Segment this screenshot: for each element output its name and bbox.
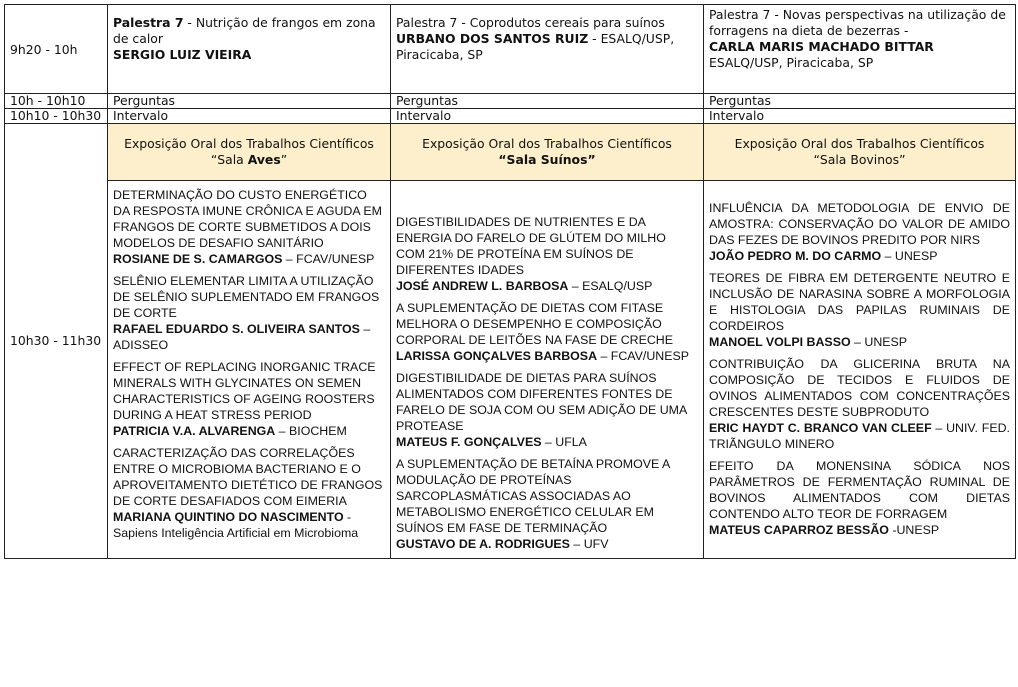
talk-speaker: URBANO DOS SANTOS RUIZ (396, 31, 589, 46)
room-header-title: Exposição Oral dos Trabalhos Científicos (124, 136, 374, 151)
paper-affiliation: -UNESP (888, 523, 940, 537)
room-header-suinos (391, 124, 704, 181)
room-suffix: ” (280, 152, 288, 167)
talk-speaker: SERGIO LUIZ VIEIRA (113, 47, 252, 62)
talk-label: Palestra 7 - (396, 15, 470, 30)
paper-author: JOÃO PEDRO M. DO CARMO (709, 249, 882, 263)
paper-title: EFFECT OF REPLACING INORGANIC TRACE MINERALS WITH GLYCINATES ON SEMEN CHARACTERISTICS OF AGEING ROOSTERS DURING A HEAT STRESS PERIOD (113, 360, 376, 422)
paper-title: SELÊNIO ELEMENTAR LIMITA A UTILIZAÇÃO DE SELÊNIO SUPLEMENTADO EM FRANGOS DE CORTE (113, 274, 380, 320)
paper-affiliation: - Sapiens Inteligência Artificial em Microbioma (113, 510, 359, 540)
paper-entry (709, 270, 1010, 350)
paper-affiliation: – ESALQ/USP (568, 279, 653, 293)
room-name: Aves (247, 152, 281, 167)
paper-title: DIGESTIBILIDADES DE NUTRIENTES E DA ENERGIA DO FARELO DE GLÚTEM DO MILHO COM 21% DE PROTEÍNA EM SUÍNOS DE DIFERENTES IDADES (396, 215, 666, 277)
papers-cell-aves (108, 181, 391, 559)
paper-affiliation: – FCAV/UNESP (597, 349, 690, 363)
paper-title: TEORES DE FIBRA EM DETERGENTE NEUTRO E INCLUSÃO DE NARASINA SOBRE A MORFOLOGIA E HISTOLOGIA DAS PAPILAS RUMINAIS DE CORDEIROS (709, 271, 1010, 333)
talk-speaker: CARLA MARIS MACHADO BITTAR (709, 39, 934, 54)
table-row-oral-papers (5, 181, 1016, 559)
room-header-bovinos (704, 124, 1016, 181)
paper-author: JOSÉ ANDREW L. BARBOSA (396, 279, 569, 293)
talk-title: Novas perspectivas na utilização de forragens na dieta de bezerras - (709, 7, 1006, 38)
paper-entry (709, 200, 1010, 264)
talk-sep: - (183, 15, 196, 30)
paper-affiliation: – UNESP (881, 249, 938, 263)
paper-title: INFLUÊNCIA DA METODOLOGIA DE ENVIO DE AMOSTRA: CONSERVAÇÃO DO VALOR DE AMIDO DAS FEZES DE BOVINOS PREDITO POR NIRS (709, 201, 1010, 247)
room-name: “Sala Suínos” (498, 152, 596, 167)
talk-label: Palestra 7 - (709, 7, 783, 22)
paper-title: DIGESTIBILIDADE DE DIETAS PARA SUÍNOS ALIMENTADOS COM DIFERENTES FONTES DE FARELO DE SOJA COM OU SEM ADIÇÃO DE UMA PROTEASE (396, 371, 687, 433)
break-cell: Intervalo (391, 109, 704, 124)
paper-author: ROSIANE DE S. CAMARGOS (113, 252, 283, 266)
paper-author: ERIC HAYDT C. BRANCO VAN CLEEF (709, 421, 932, 435)
questions-cell: Perguntas (391, 94, 704, 109)
paper-title: A SUPLEMENTAÇÃO DE BETAÍNA PROMOVE A MODULAÇÃO DE PROTEÍNAS SARCOPLASMÁTICAS ASSOCIADAS AO METABOLISMO ENERGÉTICO CELULAR EM SUÍNOS EM FASE DE TERMINAÇÃO (396, 457, 670, 535)
room-header-title: Exposição Oral dos Trabalhos Científicos (422, 136, 672, 151)
talk-affiliation: ESALQ/USP, Piracicaba, SP (709, 55, 874, 70)
break-cell: Intervalo (108, 109, 391, 124)
paper-entry (113, 359, 385, 439)
talk-cell-aves (108, 5, 391, 94)
paper-title: CONTRIBUIÇÃO DA GLICERINA BRUTA NA COMPOSIÇÃO DE TECIDOS E FLUIDOS DE OVINOS ALIMENTADOS COM CONCENTRAÇÕES CRESCENTES DESTE SUBPRODUTO (709, 357, 1010, 419)
paper-entry (396, 214, 698, 294)
room-header-title: Exposição Oral dos Trabalhos Científicos (734, 136, 985, 151)
room-header-aves (108, 124, 391, 181)
room-name: “Sala Bovinos” (813, 152, 906, 167)
table-row-talk (5, 5, 1016, 94)
talk-cell-bovinos (704, 5, 1016, 94)
paper-author: PATRICIA V.A. ALVARENGA (113, 424, 276, 438)
time-cell: 10h10 - 10h30 (5, 109, 108, 124)
questions-cell: Perguntas (108, 94, 391, 109)
paper-author: LARISSA GONÇALVES BARBOSA (396, 349, 598, 363)
paper-author: MANOEL VOLPI BASSO (709, 335, 851, 349)
talk-affiliation: - ESALQ/USP, Piracicaba, SP (396, 31, 675, 62)
paper-affiliation: – UNESP (850, 335, 908, 349)
paper-title: EFEITO DA MONENSINA SÓDICA NOS PARÂMETROS DE FERMENTAÇÃO RUMINAL DE BOVINOS ALIMENTADOS COM DIETAS CONTENDO ALTO TEOR DE FORRAGEM (709, 459, 1010, 521)
time-cell: 10h - 10h10 (5, 94, 108, 109)
paper-affiliation: – FCAV/UNESP (282, 252, 375, 266)
paper-affiliation: – ADISSEO (113, 322, 371, 352)
table-row-questions (5, 94, 1016, 109)
paper-affiliation: – BIOCHEM (275, 424, 347, 438)
paper-author: MATEUS F. GONÇALVES (396, 435, 542, 449)
paper-affiliation: – UFV (569, 537, 609, 551)
paper-entry (709, 458, 1010, 538)
paper-author: GUSTAVO DE A. RODRIGUES (396, 537, 570, 551)
talk-label: Palestra 7 (113, 15, 184, 30)
questions-cell: Perguntas (704, 94, 1016, 109)
paper-entry (113, 445, 385, 541)
talk-title: Nutrição de frangos em zona de calor (113, 15, 376, 46)
paper-entry (113, 187, 385, 267)
paper-entry (113, 273, 385, 353)
paper-entry (396, 370, 698, 450)
schedule-table (4, 4, 1016, 559)
talk-title: Coprodutos cereais para suínos (469, 15, 665, 30)
paper-author: MARIANA QUINTINO DO NASCIMENTO (113, 510, 344, 524)
table-row-oral-header (5, 124, 1016, 181)
paper-entry (396, 300, 698, 364)
papers-cell-suinos (391, 181, 704, 559)
table-row-break (5, 109, 1016, 124)
talk-cell-suinos (391, 5, 704, 94)
break-cell: Intervalo (704, 109, 1016, 124)
time-cell: 9h20 - 10h (5, 5, 108, 94)
paper-title: A SUPLEMENTAÇÃO DE DIETAS COM FITASE MELHORA O DESEMPENHO E COMPOSIÇÃO CORPORAL DE LEITÕES NA FASE DE CRECHE (396, 301, 674, 347)
paper-title: CARACTERIZAÇÃO DAS CORRELAÇÕES ENTRE O MICROBIOMA BACTERIANO E O APROVEITAMENTO DIETÉTICO DE FRANGOS DE CORTE DESAFIADOS COM EIMERIA (113, 446, 383, 508)
room-prefix: “Sala (210, 152, 248, 167)
time-cell: 10h30 - 11h30 (5, 124, 108, 559)
paper-title: DETERMINAÇÃO DO CUSTO ENERGÉTICO DA RESPOSTA IMUNE CRÔNICA E AGUDA EM FRANGOS DE CORTE SUBMETIDOS A DOIS MODELOS DE DESAFIO SANITÁRIO (113, 188, 382, 250)
paper-author: MATEUS CAPARROZ BESSÃO (709, 523, 889, 537)
paper-entry (709, 356, 1010, 452)
papers-cell-bovinos (704, 181, 1016, 559)
paper-entry (396, 456, 698, 552)
paper-affiliation: – UNIV. FED. TRIÃNGULO MINERO (709, 421, 1010, 451)
paper-author: RAFAEL EDUARDO S. OLIVEIRA SANTOS (113, 322, 360, 336)
paper-affiliation: – UFLA (541, 435, 587, 449)
